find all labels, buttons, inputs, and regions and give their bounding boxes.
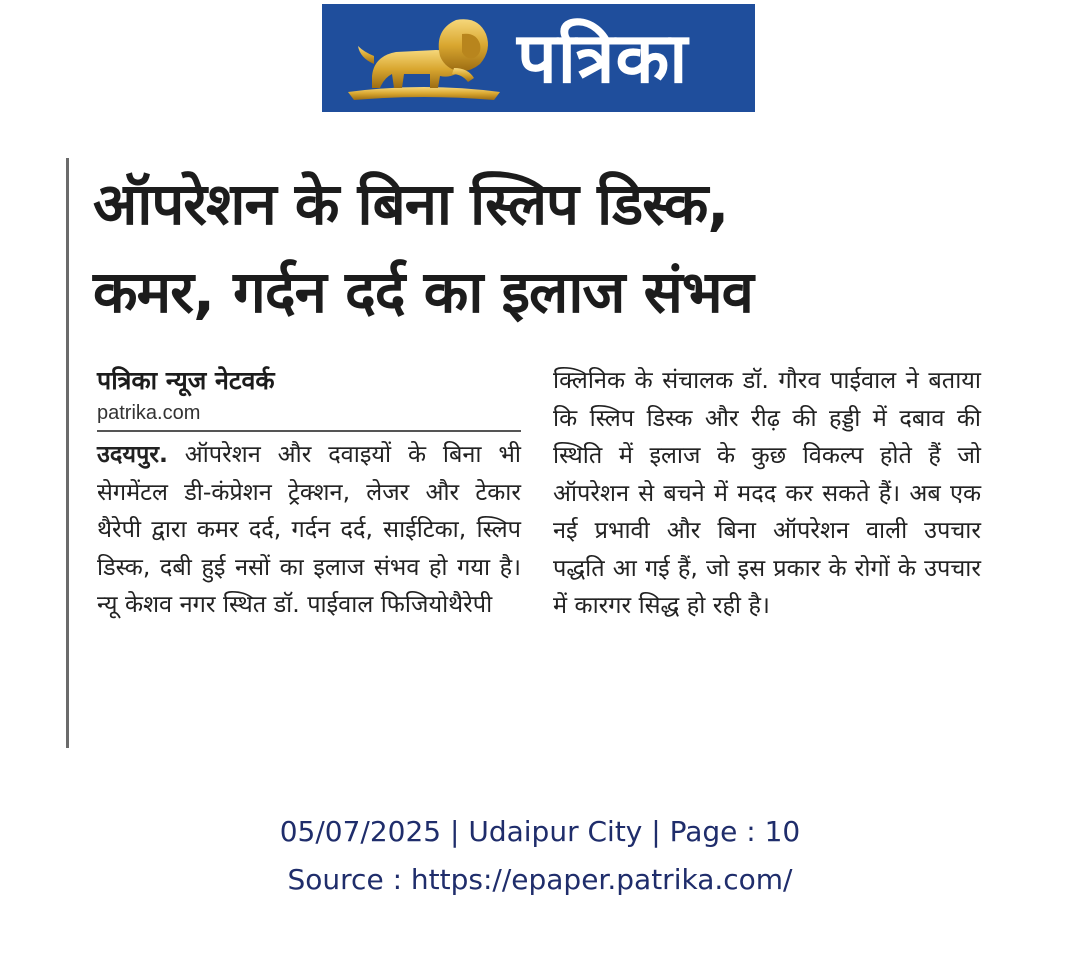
paragraph-left-text: ऑपरेशन और दवाइयों के बिना भी सेगमेंटल डी-कंप्रेशन ट्रेक्शन, लेजर और टेकार थैरेपी द्वारा कमर दर्द, गर्दन दर्द, साईटिका, स्लिप डिस्क, दबी हुई नसों का इलाज संभव हो गया है। न्यू केशव नगर स्थित डॉ. पाईवाल फिजियोथैरेपी [97, 440, 521, 618]
brand-name: पत्रिका [517, 17, 689, 99]
article-column-left [97, 362, 521, 624]
headline-line-1: ऑपरेशन के बिना स्लिप डिस्क, [93, 170, 729, 238]
article-paragraph-left [97, 436, 521, 624]
masthead [322, 4, 755, 112]
dateline: उदयपुर. [97, 440, 168, 468]
article-paragraph-right: क्लिनिक के संचालक डॉ. गौरव पाईवाल ने बताया कि स्लिप डिस्क और रीढ़ की हड्डी में दबाव की स्थिति में इलाज के कुछ विकल्प होते हैं जो ऑपरेशन से बचने में मदद कर सकते हैं। अब एक नई प्रभावी और बिना ऑपरेशन वाली उपचार पद्धति आ गई हैं, जो इस प्रकार के रोगों के उपचार में कारगर सिद्ध हो रही है। [553, 366, 981, 619]
edition-line: 05/07/2025 | Udaipur City | Page : 10 [279, 815, 801, 848]
news-article [66, 158, 999, 748]
article-headline [93, 160, 973, 336]
source-line: Source : https://epaper.patrika.com/ [287, 863, 793, 896]
site-name: patrika.com [97, 402, 201, 424]
article-column-right [553, 362, 981, 625]
lion-icon [344, 12, 504, 104]
headline-line-2: कमर, गर्दन दर्द का इलाज संभव [93, 258, 753, 326]
byline-divider [97, 430, 521, 432]
edition-footer [0, 808, 1080, 904]
byline: पत्रिका न्यूज नेटवर्क [97, 366, 275, 395]
